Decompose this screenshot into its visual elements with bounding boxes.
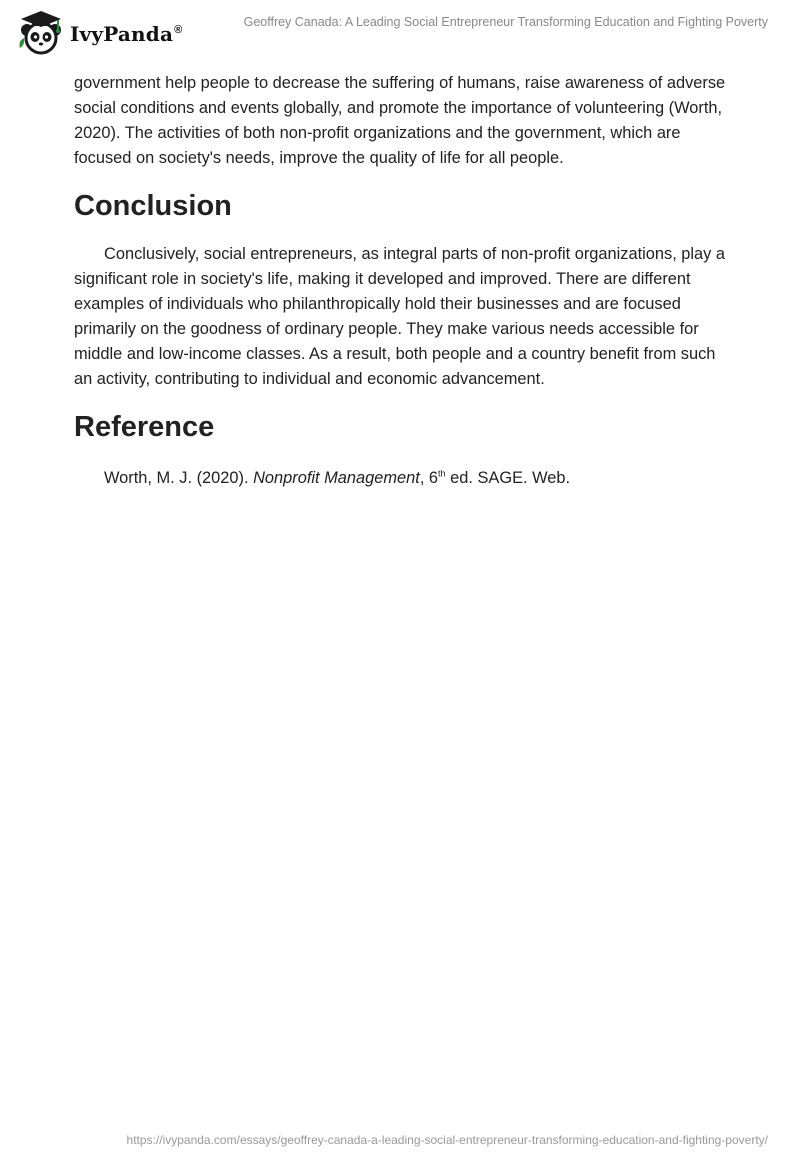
document-title: Geoffrey Canada: A Leading Social Entrepreneur Transforming Education and Fighting Poverty [243,15,768,29]
reference-edition-sup: th [438,468,446,479]
panda-graduate-icon [16,8,66,56]
reference-entry [74,466,726,491]
intro-paragraph: government help people to decrease the suffering of humans, raise awareness of adverse social conditions and events globally, and promote the importance of volunteering (Worth, 2020). The activities of both non-profit organizations and the government, which are focused on society's needs, improve the quality of life for all people. [74,74,726,167]
ivypanda-logo[interactable] [16,8,182,56]
page-header [0,0,800,64]
reference-title: Nonprofit Management [253,469,420,487]
registered-mark: ® [174,24,183,37]
logo-wordmark: IvyPanda® [70,22,183,46]
essay-body [74,71,726,491]
reference-heading: Reference [74,411,215,443]
footer-url[interactable]: https://ivypanda.com/essays/geoffrey-canada-a-leading-social-entrepreneur-transforming-education-and-fighting-poverty/ [126,1133,768,1147]
conclusion-heading: Conclusion [74,190,232,222]
reference-rest: ed. SAGE. Web. [445,469,571,487]
reference-author-year: Worth, M. J. (2020). [104,469,254,487]
reference-edition-prefix: , 6 [419,469,439,487]
conclusion-paragraph: Conclusively, social entrepreneurs, as integral parts of non-profit organizations, play a significant role in society's life, making it developed and improved. There are different examples of individuals who philanthropically hold their businesses and are focused primarily on the goodness of ordinary people. They make various needs accessible for middle and low-income classes. As a result, both people and a country benefit from such an activity, contributing to individual and economic advancement. [74,245,726,388]
